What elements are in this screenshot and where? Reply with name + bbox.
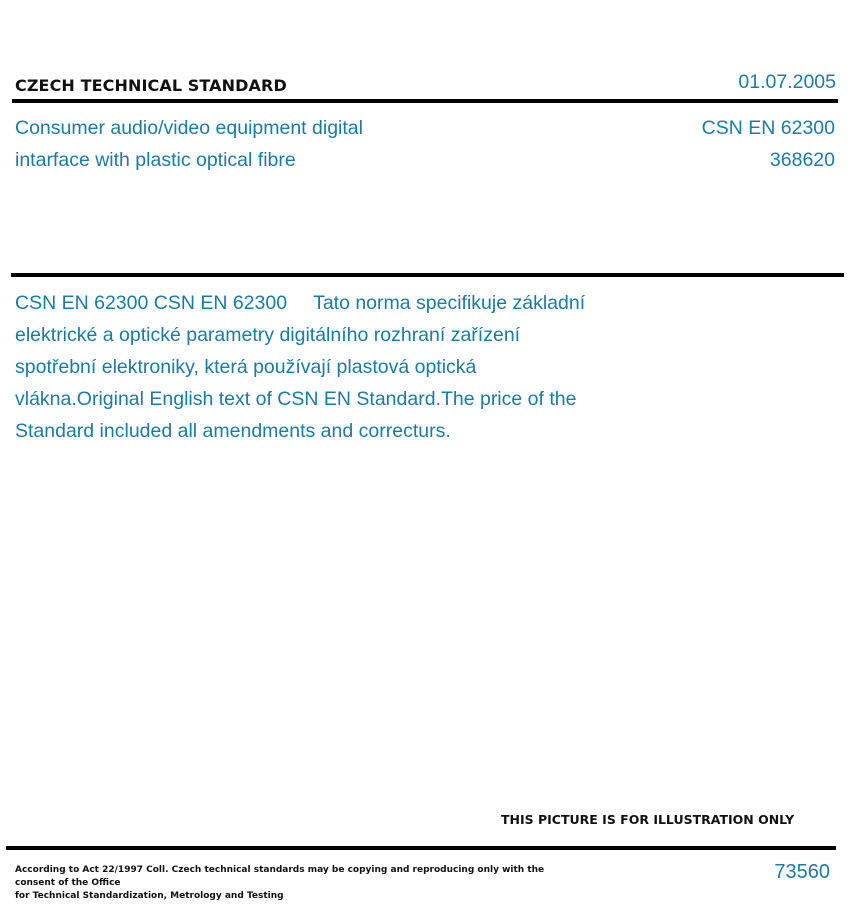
abstract-line-5: Standard included all amendments and correcturs. [15,420,451,442]
abstract-line-3: spotřební elektroniky, která používají plastová optická [15,356,477,378]
standard-class-number: 368620 [769,149,835,171]
standard-title-line-2: intarface with plastic optical fibre [15,149,296,171]
abstract-text [15,287,665,447]
legal-notice-line-1: According to Act 22/1997 Coll. Czech technical standards may be copying and reproducing only with the consent of the Office [15,865,545,888]
illustration-notice: THIS PICTURE IS FOR ILLUSTRATION ONLY [501,812,795,827]
abstract-codes: CSN EN 62300 CSN EN 62300 [15,292,288,314]
footer-rule [6,846,836,850]
header-rule [12,99,838,103]
abstract-line-2: elektrické a optické parametry digitálního rozhraní zařízení [15,324,521,346]
legal-notice-line-2: for Technical Standardization, Metrology and Testing [15,891,284,901]
document-heading: CZECH TECHNICAL STANDARD [15,76,287,95]
publication-date: 01.07.2005 [738,71,836,93]
section-rule [11,273,844,277]
standard-code: CSN EN 62300 [701,117,835,139]
standard-title-line-1: Consumer audio/video equipment digital [15,117,363,139]
catalog-number: 73560 [774,861,830,883]
abstract-line-4: vlákna.Original English text of CSN EN Standard.The price of the [15,388,577,410]
legal-notice [15,864,585,903]
abstract-line-1: CSN EN 62300 CSN EN 62300 Tato norma specifikuje základní [15,292,586,314]
